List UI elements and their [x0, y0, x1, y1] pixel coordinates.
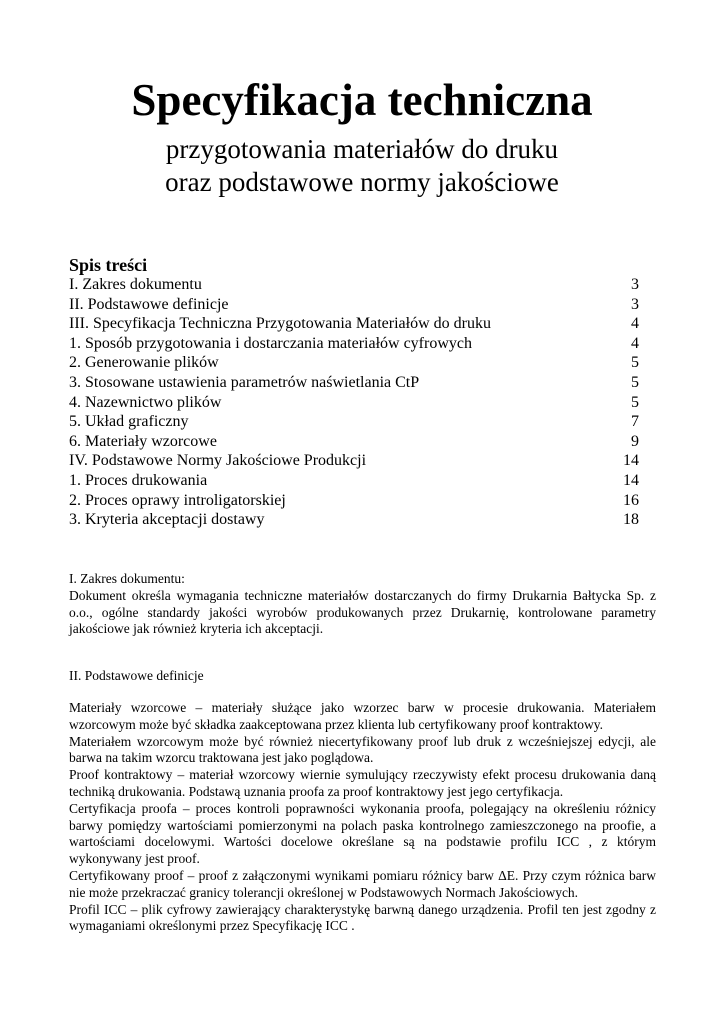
document-subtitle-line1: przygotowania materiałów do druku: [165, 134, 559, 164]
toc-entry-page: 18: [623, 511, 639, 529]
toc-entry: [69, 412, 639, 432]
toc-entry: [69, 510, 639, 530]
toc-entry: [69, 491, 639, 511]
toc-entry-label: III. Specyfikacja Techniczna Przygotowania Materiałów do druku: [69, 315, 491, 333]
section-scope-heading: I. Zakres dokumentu:: [69, 571, 185, 586]
toc-entry: [69, 451, 639, 471]
toc-entry: [69, 471, 639, 491]
toc-entry-page: 5: [631, 354, 639, 372]
toc-entry: [69, 295, 639, 315]
toc-entry: [69, 373, 639, 393]
toc-entry-label: 2. Proces oprawy introligatorskiej: [69, 491, 286, 509]
toc-entry: [69, 314, 639, 334]
document-subtitle-line2: oraz podstawowe normy jakościowe: [165, 167, 559, 197]
definition-paragraph: Proof kontraktowy – materiał wzorcowy wiernie symulujący rzeczywisty efekt procesu drukowania daną techniką drukowania. Podstawą uznania proofa za proof kontraktowy jest jego certyfikacja.: [69, 767, 656, 799]
toc-entry: [69, 353, 639, 373]
section-scope-body: Dokument określa wymagania techniczne materiałów dostarczanych do firmy Drukarnia Bałtycka Sp. z o.o., ogólne standardy jakości wyrobów produkowanych przez Drukarnię, kontrolowane parametry jakościowe jak również kryteria ich akceptacji.: [69, 587, 656, 637]
toc-entry-page: 3: [631, 276, 639, 293]
table-of-contents: [69, 255, 639, 530]
definition-paragraph: Certyfikacja proofa – proces kontroli poprawności wykonania proofa, polegający na określeniu różnicy barwy pomiędzy wartościami pomierzonymi na polach paska kontrolnego zamieszczonego na proofie, a wartościami docelowymi. Wartości docelowe określane są na podstawie profilu ICC , z którym wykonywany jest proof.: [69, 800, 656, 867]
toc-entry-page: 14: [623, 471, 639, 489]
toc-entry-label: 2. Generowanie plików: [69, 354, 219, 372]
toc-entry-page: 16: [623, 491, 639, 509]
section-scope: [69, 571, 656, 638]
toc-entry-page: 14: [623, 452, 639, 470]
definition-paragraph: Profil ICC – plik cyfrowy zawierający charakterystykę barwną danego urządzenia. Profil ten jest zgodny z wymaganiami określonymi przez Specyfikację ICC .: [69, 901, 656, 934]
toc-entry: [69, 432, 639, 452]
toc-entry-label: 4. Nazewnictwo plików: [69, 393, 222, 411]
toc-entry-page: 5: [631, 373, 639, 391]
toc-entry-label: 1. Proces drukowania: [69, 471, 208, 489]
toc-entry-label: II. Podstawowe definicje: [69, 295, 229, 313]
toc-entry-label: 6. Materiały wzorcowe: [69, 432, 217, 450]
toc-entry-page: 4: [631, 315, 639, 333]
section-definitions-heading: II. Podstawowe definicje: [69, 668, 204, 683]
toc-entry-label: 1. Sposób przygotowania i dostarczania materiałów cyfrowych: [69, 334, 472, 352]
toc-entry-page: 4: [631, 334, 639, 352]
toc-entry-label: 5. Układ graficzny: [69, 413, 189, 431]
toc-entry-label: 3. Stosowane ustawienia parametrów naświetlania CtP: [69, 373, 420, 391]
definition-paragraph: Materiały wzorcowe – materiały służące jako wzorzec barw w procesie drukowania. Materiałem wzorcowym może być składka zaakceptowana przez klienta lub certyfikowany proof kontraktowy.: [69, 700, 656, 732]
toc-entry-page: 3: [631, 295, 639, 313]
toc-heading: Spis treści: [69, 255, 148, 275]
toc-entry-page: 9: [631, 432, 639, 450]
toc-entry: [69, 393, 639, 413]
toc-entry: [69, 275, 639, 295]
toc-entry-page: 5: [631, 393, 639, 411]
document-title: Specyfikacja techniczna: [131, 75, 593, 125]
definition-paragraph: Materiałem wzorcowym może być również niecertyfikowany proof lub druk z wcześniejszej edycji, ale barwa na takim wzorcu traktowana jest jako poglądowa.: [69, 733, 656, 766]
toc-entry: [69, 334, 639, 354]
toc-entry-label: IV. Podstawowe Normy Jakościowe Produkcji: [69, 452, 367, 470]
toc-entry-label: I. Zakres dokumentu: [69, 276, 202, 293]
toc-entry-page: 7: [631, 413, 639, 431]
section-definitions: [69, 700, 656, 935]
definition-paragraph: Certyfikowany proof – proof z załączonymi wynikami pomiaru różnicy barw ΔE. Przy czym różnica barw nie może przekraczać granicy tolerancji określonej w Podstawowych Normach Jakościowych.: [69, 867, 656, 900]
toc-entry-label: 3. Kryteria akceptacji dostawy: [69, 511, 265, 529]
